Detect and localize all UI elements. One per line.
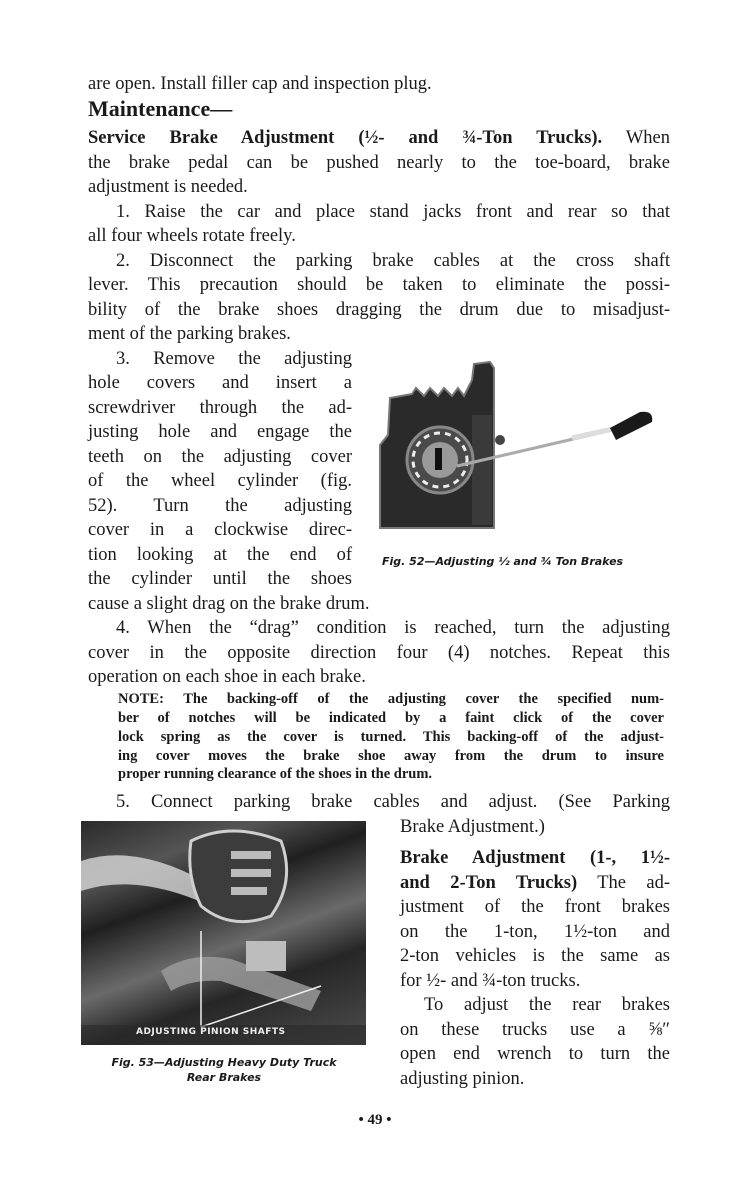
service-brake-title-line	[88, 126, 670, 151]
text-line: of the wheel cylinder (fig.	[88, 471, 352, 491]
step-4: 4. When the “drag” condition is reached, turn the adjusting	[116, 618, 670, 638]
step-2: 2. Disconnect the parking brake cables at the cross shaft	[116, 251, 670, 271]
text-line: operation on each shoe in each brake.	[88, 667, 366, 687]
text-line: cover in a clockwise direc-	[88, 520, 352, 540]
page-number: • 49 •	[358, 1112, 392, 1128]
note-text: ing cover moves the brake shoe away from the drum to insure	[118, 748, 664, 764]
section-heading: Maintenance—	[88, 96, 233, 121]
text-line: 2-ton vehicles is the same as	[400, 946, 670, 966]
note-text: proper running clearance of the shoes in the drum.	[118, 766, 433, 782]
text-line: teeth on the adjusting cover	[88, 447, 352, 467]
text-line: for ½- and ¾-ton trucks.	[400, 971, 581, 991]
fig-52-caption: Fig. 52—Adjusting ½ and ¾ Ton Brakes	[382, 555, 624, 568]
step-1: 1. Raise the car and place stand jacks front and rear so that	[116, 202, 670, 222]
fig-53-caption-line-2: Rear Brakes	[186, 1071, 262, 1084]
text-line: ment of the parking brakes.	[88, 324, 291, 344]
text-line: the cylinder until the shoes	[88, 569, 352, 589]
brake-adjuster-icon	[372, 360, 672, 535]
fig-53-photo	[81, 821, 366, 1045]
heavy-brake-title-text: Brake Adjustment (1-, 1½-	[400, 848, 670, 868]
text-line: lever. This precaution should be taken to eliminate the possi-	[88, 275, 670, 295]
text-line: screwdriver through the ad-	[88, 398, 352, 418]
text-line: on these trucks use a ⅝″	[400, 1020, 670, 1040]
step-3: 3. Remove the adjusting	[116, 349, 352, 369]
note-text: NOTE: The backing-off of the adjusting cover the specified num-	[118, 691, 664, 707]
text-line: open end wrench to turn the	[400, 1044, 670, 1064]
text-line: adjustment is needed.	[88, 177, 248, 197]
text-line: 52). Turn the adjusting	[88, 496, 352, 516]
heavy-brake-title-text: and 2-Ton Trucks)	[400, 873, 578, 893]
text-line: tion looking at the end of	[88, 545, 352, 565]
text-line: justment of the front brakes	[400, 897, 670, 917]
text-line: all four wheels rotate freely.	[88, 226, 296, 246]
service-brake-title: Service Brake Adjustment (½- and ¾-Ton Trucks).	[88, 128, 603, 148]
heavy-brake-title-line-2	[400, 871, 670, 896]
text-line: Brake Adjustment.)	[400, 817, 545, 837]
text-line: the brake pedal can be pushed nearly to the toe-board, brake	[88, 153, 670, 173]
heavy-brake-title	[400, 846, 670, 871]
text-line: bility of the brake shoes dragging the drum due to misadjust-	[88, 300, 670, 320]
intro-line: are open. Install filler cap and inspection plug.	[88, 74, 432, 94]
text-line: on the 1-ton, 1½-ton and	[400, 922, 670, 942]
step-5: 5. Connect parking brake cables and adjust. (See Parking	[116, 792, 670, 812]
rear-brakes-text: To adjust the rear brakes	[424, 995, 670, 1015]
note-text: ber of notches will be indicated by a faint click of the cover	[118, 710, 664, 726]
fig-52-brake-illustration	[372, 360, 522, 530]
text-line: cover in the opposite direction four (4) notches. Repeat this	[88, 643, 670, 663]
text-line: justing hole and engage the	[88, 422, 352, 442]
fig-53-label: ADJUSTING PINION SHAFTS	[136, 1027, 286, 1037]
text-line: hole covers and insert a	[88, 373, 352, 393]
text: The ad-	[577, 873, 670, 893]
text-line: cause a slight drag on the brake drum.	[88, 594, 370, 614]
wheel-cylinder-photo-icon	[81, 821, 366, 1045]
text-line: adjusting pinion.	[400, 1069, 525, 1089]
fig-53-caption-line-1: Fig. 53—Adjusting Heavy Duty Truck	[111, 1056, 337, 1069]
note-text: lock spring as the cover is turned. This backing-off of the adjust-	[118, 729, 664, 745]
text: When	[602, 128, 670, 148]
